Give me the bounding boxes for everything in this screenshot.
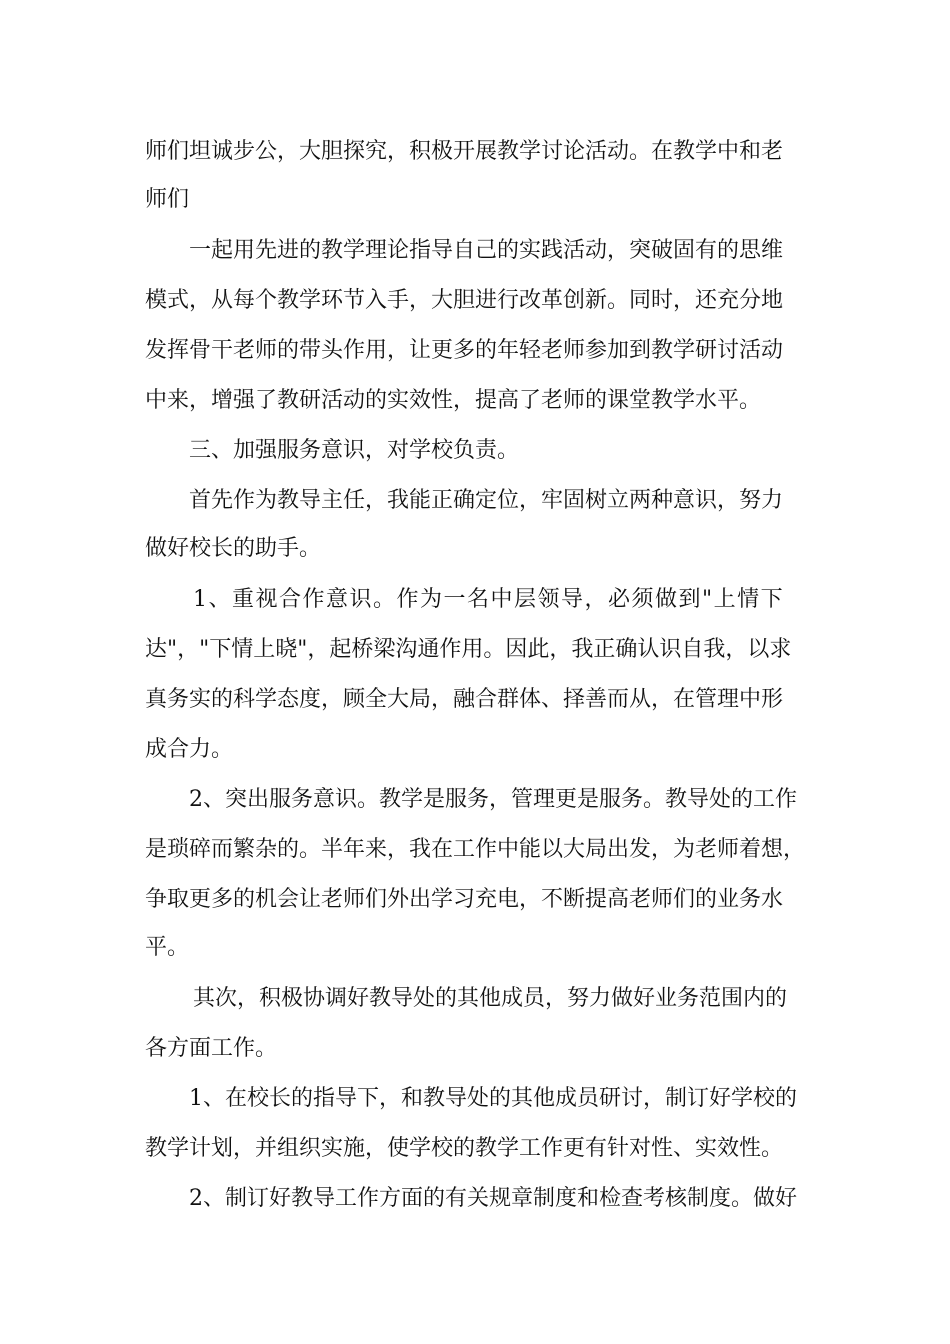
text-line: 真务实的科学态度，顾全大局，融合群体、择善而从，在管理中形 (145, 687, 784, 712)
text-line: 1、重视合作意识。作为一名中层领导，必须做到"上情下 (193, 587, 785, 612)
text-line: 教学计划，并组织实施，使学校的教学工作更有针对性、实效性。 (145, 1136, 784, 1161)
text-line: 1、在校长的指导下，和教导处的其他成员研讨，制订好学校的 (189, 1086, 797, 1111)
text-line: 是琐碎而繁杂的。半年来，我在工作中能以大局出发，为老师着想， (145, 837, 806, 862)
text-line: 首先作为教导主任，我能正确定位，牢固树立两种意识，努力 (189, 488, 784, 513)
text-line: 达"，"下情上晓"，起桥梁沟通作用。因此，我正确认识自我，以求 (145, 637, 792, 662)
text-line: 争取更多的机会让老师们外出学习充电，不断提高老师们的业务水 (145, 887, 784, 912)
text-line: 2、制订好教导工作方面的有关规章制度和检查考核制度。做好 (189, 1186, 797, 1211)
text-line: 做好校长的助手。 (145, 536, 322, 561)
text-line: 一起用先进的教学理论指导自己的实践活动，突破固有的思维 (189, 238, 784, 263)
text-line: 发挥骨干老师的带头作用，让更多的年轻老师参加到教学研讨活动 (145, 338, 784, 363)
text-line: 师们 (145, 187, 190, 212)
text-line: 模式，从每个教学环节入手，大胆进行改革创新。同时，还充分地 (145, 288, 784, 313)
section-heading: 三、加强服务意识，对学校负责。 (189, 438, 520, 463)
text-line: 其次，积极协调好教导处的其他成员，努力做好业务范围内的 (193, 986, 788, 1011)
text-line: 中来，增强了教研活动的实效性，提高了老师的课堂教学水平。 (145, 388, 762, 413)
text-line: 师们坦诚步公，大胆探究，积极开展教学讨论活动。在教学中和老 (145, 139, 784, 164)
text-line: 2、突出服务意识。教学是服务，管理更是服务。教导处的工作 (189, 787, 797, 812)
text-line: 各方面工作。 (145, 1036, 278, 1061)
text-line: 平。 (145, 935, 190, 960)
text-line: 成合力。 (145, 737, 234, 762)
